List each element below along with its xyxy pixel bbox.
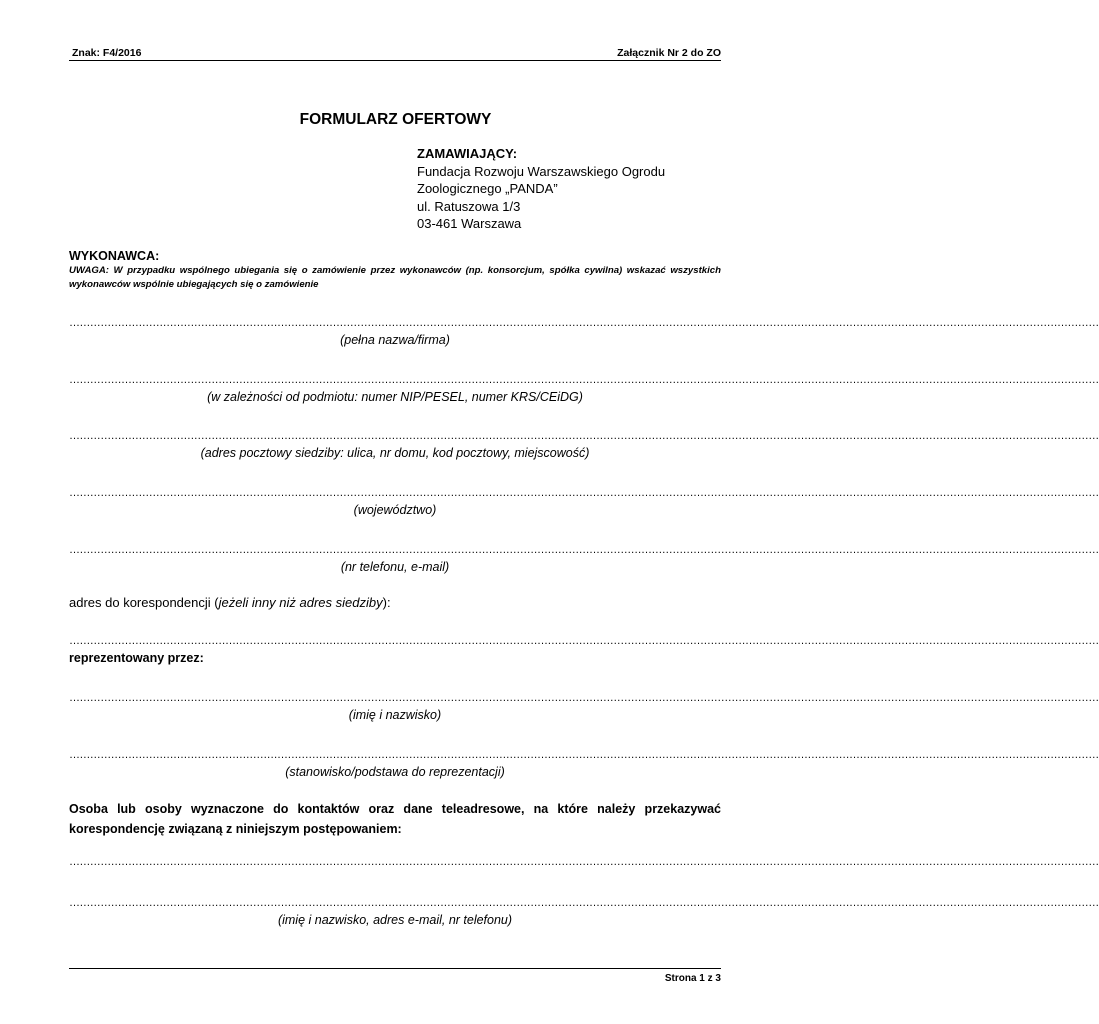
document-code: Znak: F4/2016	[72, 47, 142, 59]
address-field[interactable]: ………………………………………………………………………………………………………………………………………………………………………………………………………………………………………………………………………	[69, 430, 1099, 442]
phone-email-caption: (nr telefonu, e-mail)	[340, 560, 450, 574]
province-field[interactable]: ………………………………………………………………………………………………………………………………………………………………………………………………………………………………………………………………………	[69, 487, 1099, 499]
contractor-label: WYKONAWCA:	[69, 249, 160, 263]
province-caption: (województwo)	[353, 503, 437, 517]
contact-persons-paragraph: Osoba lub osoby wyznaczone do kontaktów oraz dane teleadresowe, na które należy przekazywać korespondencję związaną z niniejszym postępowaniem:	[69, 802, 721, 836]
authority-line: Fundacja Rozwoju Warszawskiego Ogrodu	[417, 163, 666, 179]
attachment-label: Załącznik Nr 2 do ZO	[617, 47, 721, 59]
representative-name-caption: (imię i nazwisko)	[348, 708, 442, 722]
authority-line: Zoologicznego „PANDA”	[417, 181, 558, 196]
footer-rule	[69, 968, 721, 969]
representative-position-caption: (stanowisko/podstawa do reprezentacji)	[285, 765, 505, 779]
authority-line: ul. Ratuszowa 1/3	[417, 198, 521, 214]
address-caption: (adres pocztowy siedziby: ulica, nr domu, kod pocztowy, miejscowość)	[200, 446, 590, 460]
correspondence-label	[69, 595, 391, 610]
correspondence-suffix: ):	[382, 595, 391, 610]
header-rule	[69, 60, 721, 61]
contact-caption: (imię i nazwisko, adres e-mail, nr telefonu)	[277, 913, 513, 927]
name-caption: (pełna nazwa/firma)	[340, 333, 450, 347]
contracting-authority-block	[417, 145, 665, 233]
correspondence-prefix: adres do korespondencji (	[69, 595, 219, 610]
name-field[interactable]: ………………………………………………………………………………………………………………………………………………………………………………………………………………………………………………………………………	[69, 317, 1099, 329]
ids-caption: (w zależności od podmiotu: numer NIP/PESEL, numer KRS/CEiDG)	[207, 390, 583, 404]
correspondence-field[interactable]: ………………………………………………………………………………………………………………………………………………………………………………………………………………………………………………………………………	[69, 635, 1099, 647]
ids-field[interactable]: ………………………………………………………………………………………………………………………………………………………………………………………………………………………………………………………………………	[69, 374, 1099, 386]
phone-email-field[interactable]: ………………………………………………………………………………………………………………………………………………………………………………………………………………………………………………………………………	[69, 544, 1099, 556]
correspondence-condition: jeżeli inny niż adres siedziby	[218, 595, 383, 610]
contractor-note: UWAGA: W przypadku wspólnego ubiegania się o zamówienie przez wykonawców (np. konsorcjum, spółka cywilna) wskazać wszystkich wykonawców wspólnie ubiegających się o zamówienie	[69, 265, 721, 290]
contact-field-1[interactable]: ………………………………………………………………………………………………………………………………………………………………………………………………………………………………………………………………………	[69, 856, 1099, 868]
represented-by-label: reprezentowany przez:	[69, 651, 204, 665]
contracting-authority-label: ZAMAWIAJĄCY:	[417, 146, 518, 161]
representative-name-field[interactable]: ………………………………………………………………………………………………………………………………………………………………………………………………………………………………………………………………………	[69, 692, 1099, 704]
page-title: FORMULARZ OFERTOWY	[299, 111, 492, 128]
representative-position-field[interactable]: ………………………………………………………………………………………………………………………………………………………………………………………………………………………………………………………………………	[69, 749, 1099, 761]
authority-line: 03-461 Warszawa	[417, 216, 522, 231]
contact-field-2[interactable]: ………………………………………………………………………………………………………………………………………………………………………………………………………………………………………………………………………	[69, 897, 1099, 909]
page-number: Strona 1 z 3	[664, 973, 721, 984]
